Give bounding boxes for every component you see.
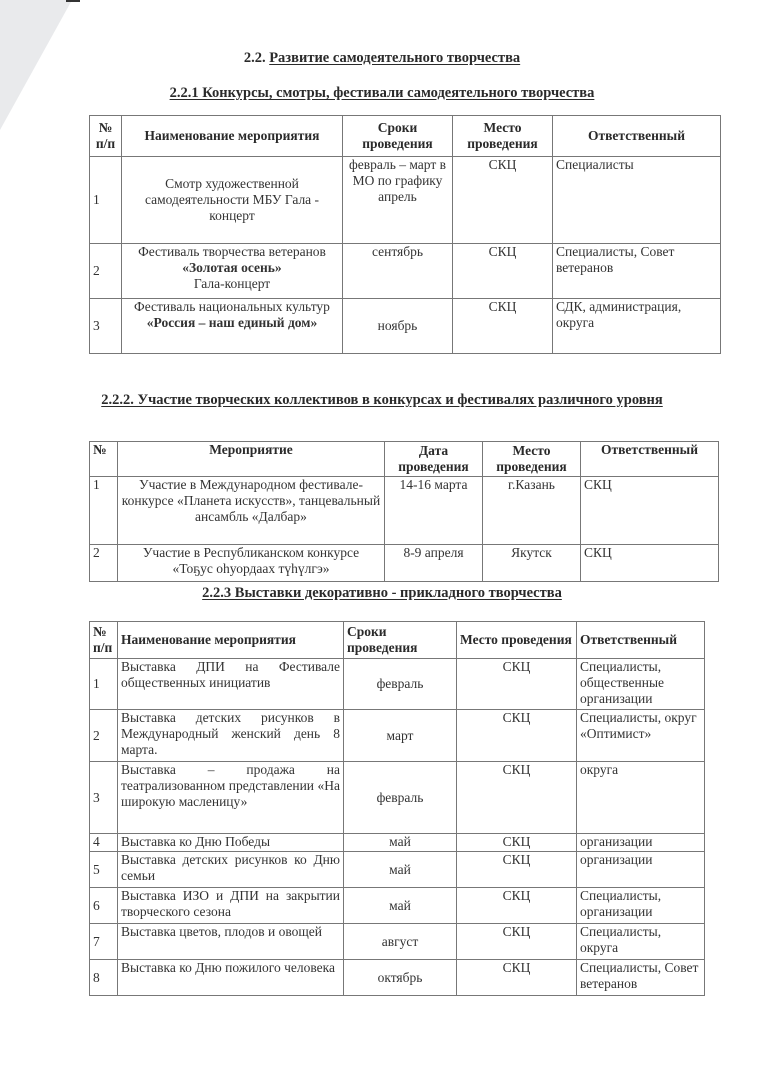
- row-name: Выставка ДПИ на Фестивале общественных инициатив: [118, 659, 344, 710]
- row-num: 6: [90, 888, 118, 924]
- row-place: СКЦ: [453, 299, 553, 354]
- col-header-place: Место проведения: [457, 622, 577, 659]
- exhibitions-table: [89, 621, 705, 996]
- col-header-name: Наименование мероприятия: [122, 116, 343, 157]
- row-date: ноябрь: [343, 299, 453, 354]
- col-header-event: Мероприятие: [118, 442, 385, 477]
- row-num: 2: [90, 710, 118, 762]
- row-name: Выставка цветов, плодов и овощей: [118, 924, 344, 960]
- col-header-num: № п/п: [90, 116, 122, 157]
- table-row: [90, 659, 705, 710]
- subsection3-title: 2.2.3 Выставки декоративно - прикладного творчества: [202, 585, 562, 601]
- row-date: февраль – март в МО по графику апрель: [343, 157, 453, 244]
- row-place: г.Казань: [483, 477, 581, 545]
- row-num: 2: [90, 545, 118, 582]
- table-row: [90, 852, 705, 888]
- col-header-responsible: Ответственный: [553, 116, 721, 157]
- table-row: [90, 834, 705, 852]
- col-header-num: №: [90, 442, 118, 477]
- table-row: [90, 888, 705, 924]
- row-date: май: [344, 888, 457, 924]
- row-responsible: Специалисты: [553, 157, 721, 244]
- row-name: Выставка – продажа на театрализованном представлении «На широкую масленицу»: [118, 762, 344, 834]
- row-num: 2: [90, 244, 122, 299]
- row-place: СКЦ: [457, 762, 577, 834]
- subsection1-title: 2.2.1 Конкурсы, смотры, фестивали самодеятельного творчества: [169, 85, 595, 101]
- table-row: [90, 710, 705, 762]
- table-row: [90, 477, 719, 545]
- row-name: Участие в Международном фестивале-конкурсе «Планета искусств», танцевальный ансамбль «Далбар»: [118, 477, 385, 545]
- col-header-date: Сроки проведения: [343, 116, 453, 157]
- row-date: май: [344, 852, 457, 888]
- row-date: май: [344, 834, 457, 852]
- row-responsible: Специалисты, округа: [577, 924, 705, 960]
- table-row: [90, 244, 721, 299]
- table-row: [90, 545, 719, 582]
- col-header-name: Наименование мероприятия: [118, 622, 344, 659]
- row-num: 4: [90, 834, 118, 852]
- section-title-text: Развитие самодеятельного творчества: [269, 50, 521, 66]
- section-title: [0, 50, 764, 67]
- table-header-row: [90, 442, 719, 477]
- row-date: 8-9 апреля: [385, 545, 483, 582]
- row-responsible: СКЦ: [581, 545, 719, 582]
- row-place: СКЦ: [457, 710, 577, 762]
- row-name: Фестиваль национальных культур «Россия – наш единый дом»: [122, 299, 343, 354]
- row-date: март: [344, 710, 457, 762]
- row-num: 3: [90, 762, 118, 834]
- row-num: 1: [90, 477, 118, 545]
- row-place: СКЦ: [457, 924, 577, 960]
- row-name: Выставка ИЗО и ДПИ на закрытии творческого сезона: [118, 888, 344, 924]
- row-name: Выставка ко Дню пожилого человека: [118, 960, 344, 996]
- row-num: 8: [90, 960, 118, 996]
- row-place: Якутск: [483, 545, 581, 582]
- table-header-row: [90, 116, 721, 157]
- row-place: СКЦ: [457, 659, 577, 710]
- row-place: СКЦ: [453, 157, 553, 244]
- row-responsible: Специалисты, общественные организации: [577, 659, 705, 710]
- row-responsible: СДК, администрация, округа: [553, 299, 721, 354]
- col-header-place: Место проведения: [483, 442, 581, 477]
- row-num: 1: [90, 659, 118, 710]
- row-num: 1: [90, 157, 122, 244]
- row-name: Фестиваль творчества ветеранов «Золотая осень» Гала-концерт: [122, 244, 343, 299]
- col-header-responsible: Ответственный: [581, 442, 719, 477]
- row-num: 5: [90, 852, 118, 888]
- row-place: СКЦ: [457, 888, 577, 924]
- row-name: Смотр художественной самодеятельности МБУ Гала - концерт: [122, 157, 343, 244]
- row-date: 14-16 марта: [385, 477, 483, 545]
- table-row: [90, 762, 705, 834]
- section-number: 2.2.: [243, 50, 266, 66]
- subsection2-title: 2.2.2. Участие творческих коллективов в конкурсах и фестивалях различного уровня: [101, 392, 663, 408]
- row-date: сентябрь: [343, 244, 453, 299]
- row-responsible: округа: [577, 762, 705, 834]
- table-row: [90, 960, 705, 996]
- row-place: СКЦ: [457, 960, 577, 996]
- row-name: Выставка детских рисунков в Международный женский день 8 марта.: [118, 710, 344, 762]
- table-row: [90, 299, 721, 354]
- col-header-num: № п/п: [90, 622, 118, 659]
- row-responsible: Специалисты, округ «Оптимист»: [577, 710, 705, 762]
- row-name: Участие в Республиканском конкурсе «Тоҕус оһуордаах түһүлгэ»: [118, 545, 385, 582]
- table-row: [90, 924, 705, 960]
- row-responsible: Специалисты, организации: [577, 888, 705, 924]
- col-header-responsible: Ответственный: [577, 622, 705, 659]
- row-date: февраль: [344, 659, 457, 710]
- row-responsible: Специалисты, Совет ветеранов: [577, 960, 705, 996]
- row-responsible: организации: [577, 852, 705, 888]
- participation-table: [89, 441, 719, 582]
- row-date: октябрь: [344, 960, 457, 996]
- col-header-date: Дата проведения: [385, 442, 483, 477]
- table-header-row: [90, 622, 705, 659]
- table-row: [90, 157, 721, 244]
- row-num: 3: [90, 299, 122, 354]
- col-header-place: Место проведения: [453, 116, 553, 157]
- row-responsible: Специалисты, Совет ветеранов: [553, 244, 721, 299]
- row-responsible: СКЦ: [581, 477, 719, 545]
- row-place: СКЦ: [453, 244, 553, 299]
- row-place: СКЦ: [457, 852, 577, 888]
- contests-table: [89, 115, 721, 354]
- row-name: Выставка ко Дню Победы: [118, 834, 344, 852]
- row-name: Выставка детских рисунков ко Дню семьи: [118, 852, 344, 888]
- row-date: февраль: [344, 762, 457, 834]
- row-num: 7: [90, 924, 118, 960]
- col-header-date: Сроки проведения: [344, 622, 457, 659]
- scan-edge: [66, 0, 80, 2]
- row-place: СКЦ: [457, 834, 577, 852]
- row-responsible: организации: [577, 834, 705, 852]
- row-date: август: [344, 924, 457, 960]
